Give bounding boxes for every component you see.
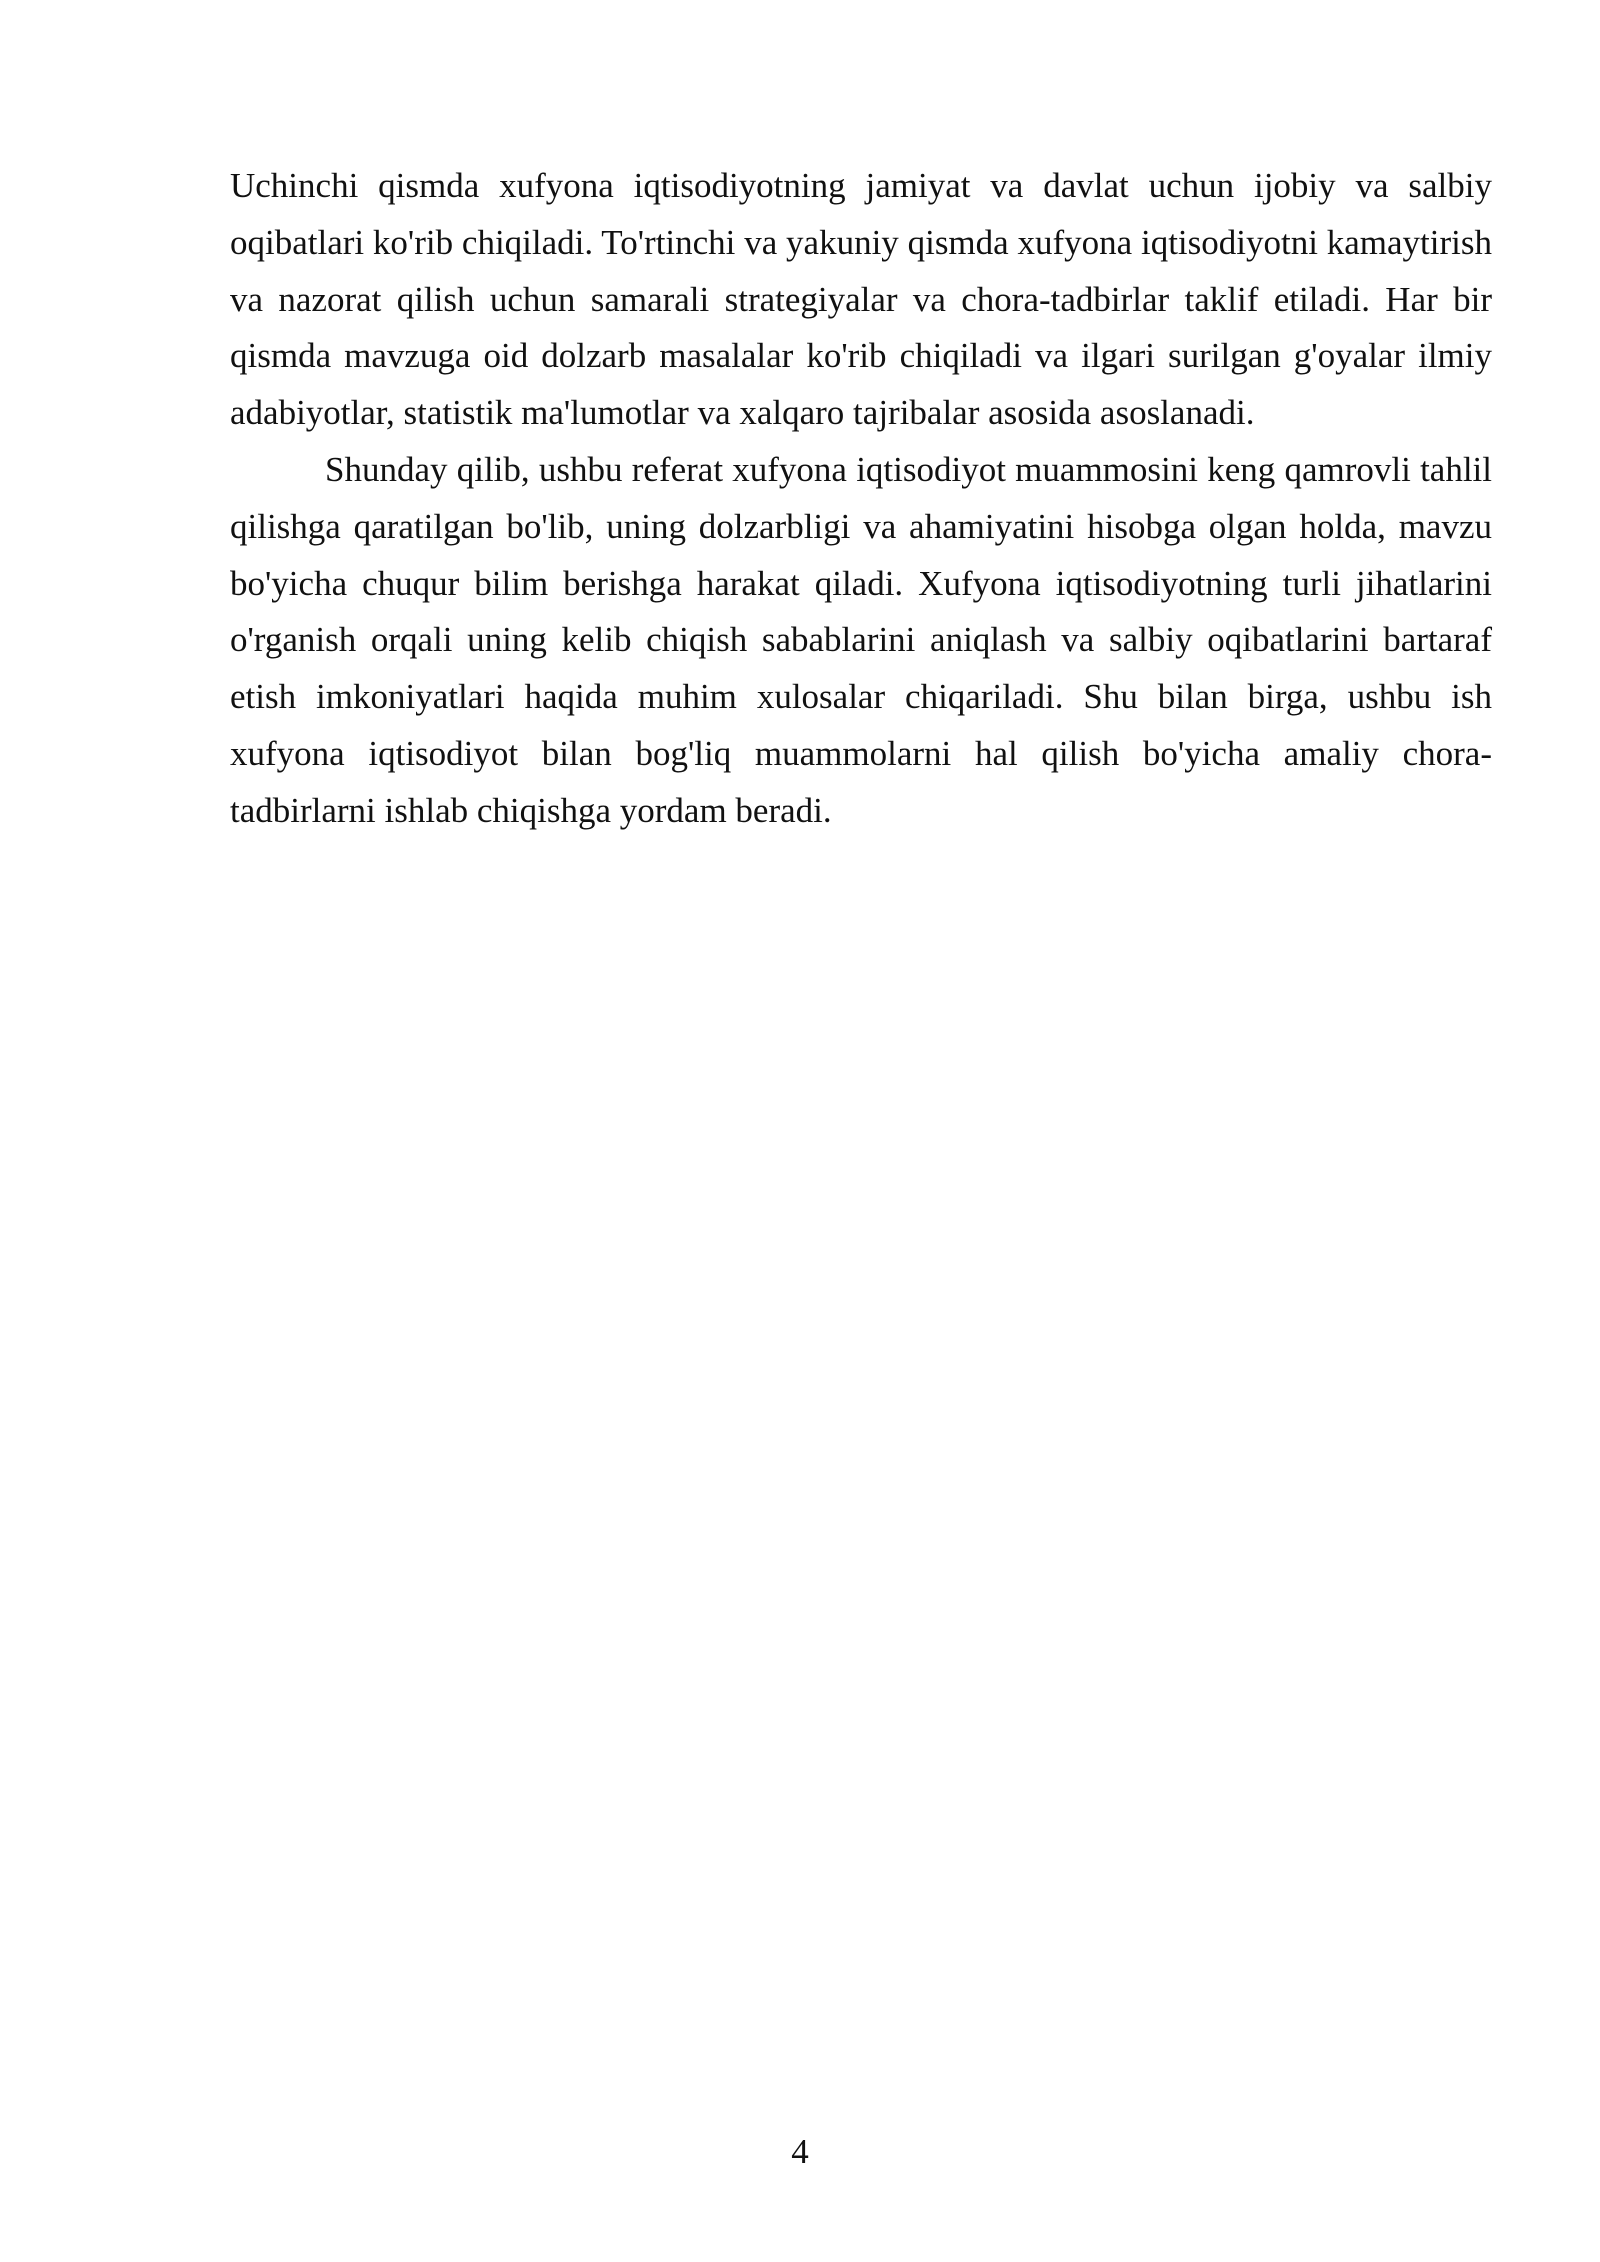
paragraph-1: Uchinchi qismda xufyona iqtisodiyotning jamiyat va davlat uchun ijobiy va salbiy oqibatlari ko'rib chiqiladi. To'rtinchi va yakuniy qismda xufyona iqtisodiyotni kamaytirish va nazorat qilish uchun samarali strategiyalar va chora-tadbirlar taklif etiladi. Har bir qismda mavzuga oid dolzarb masalalar ko'rib chiqiladi va ilgari surilgan g'oyalar ilmiy adabiyotlar, statistik ma'lumotlar va xalqaro tajribalar asosida asoslanadi. [230,166,1492,433]
document-body [230,158,1492,840]
page-number: 4 [791,2132,809,2171]
paragraph-2: Shunday qilib, ushbu referat xufyona iqtisodiyot muammosini keng qamrovli tahlil qilishga qaratilgan bo'lib, uning dolzarbligi va ahamiyatini hisobga olgan holda, mavzu bo'yicha chuqur bilim berishga harakat qiladi. Xufyona iqtisodiyotning turli jihatlarini o'rganish orqali uning kelib chiqish sabablarini aniqlash va salbiy oqibatlarini bartaraf etish imkoniyatlari haqida muhim xulosalar chiqariladi. Shu bilan birga, ushbu ish xufyona iqtisodiyot bilan bog'liq muammolarni hal qilish bo'yicha amaliy chora-tadbirlarni ishlab chiqishga yordam beradi. [230,449,1492,830]
